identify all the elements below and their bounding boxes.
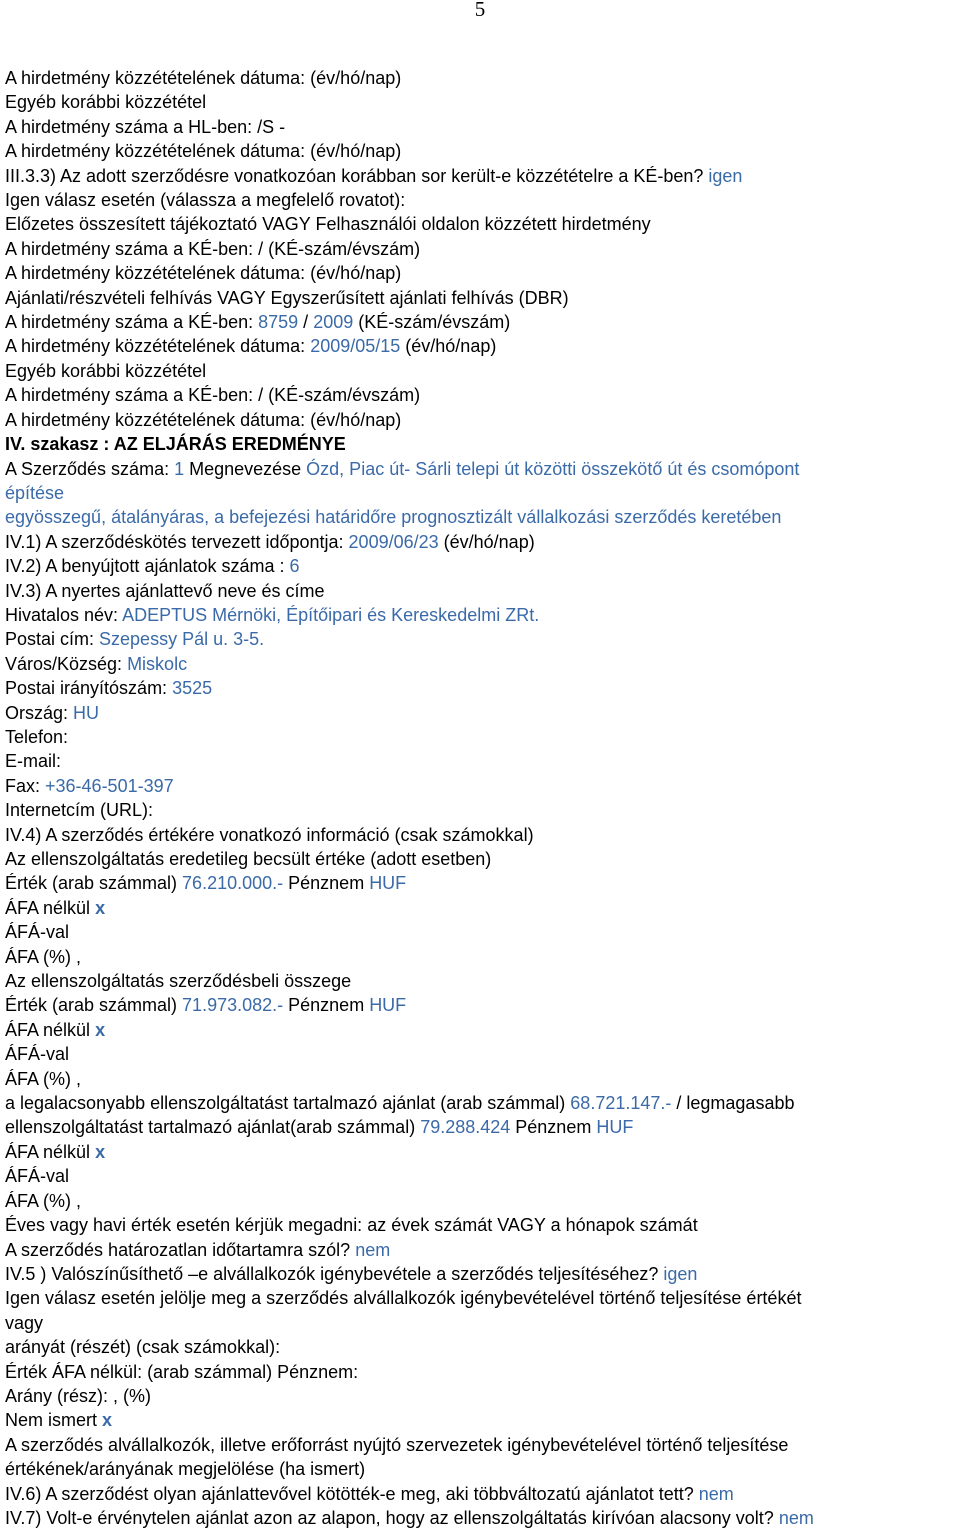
document-line — [5, 774, 955, 798]
document-line — [5, 823, 955, 847]
field-label: ÁFA nélkül — [5, 897, 96, 918]
document-line — [5, 310, 955, 334]
field-label: ÁFA (%) , — [5, 946, 82, 967]
document-line — [5, 1506, 955, 1530]
document-line — [5, 1482, 955, 1506]
field-label: Ország: — [5, 702, 74, 723]
document-line — [5, 383, 955, 407]
field-value: HUF — [369, 995, 407, 1016]
field-value: HUF — [596, 1117, 634, 1138]
document-line — [5, 188, 955, 212]
document-line — [5, 945, 955, 969]
field-label: ÁFÁ-val — [5, 922, 70, 943]
document-line — [5, 1408, 955, 1432]
field-value: 2009/05/15 — [310, 336, 401, 357]
document-line — [5, 847, 955, 871]
document-line — [5, 66, 955, 90]
document-line — [5, 408, 955, 432]
field-label: E-mail: — [5, 751, 62, 772]
document-line — [5, 798, 955, 822]
field-label: értékének/arányának megjelölése (ha ismert) — [5, 1459, 366, 1480]
field-label: A szerződés alvállalkozók, illetve erőforrást nyújtó szervezetek igénybevételével történő teljesítése — [5, 1434, 789, 1455]
field-label: A hirdetmény közzétételének dátuma: (év/hó/nap) — [5, 263, 402, 284]
document-line — [5, 554, 955, 578]
document-line — [5, 481, 955, 505]
document-line — [5, 334, 955, 358]
field-label: Megnevezése — [184, 458, 307, 479]
field-label: A hirdetmény közzétételének dátuma: (év/hó/nap) — [5, 409, 402, 430]
field-label: A hirdetmény száma a KÉ-ben: / (KÉ-szám/évszám) — [5, 385, 421, 406]
field-value: HU — [73, 702, 100, 723]
document-line — [5, 969, 955, 993]
field-label: IV.5 ) Valószínűsíthető –e alvállalkozók igénybevétele a szerződés teljesítéséhez? — [5, 1263, 664, 1284]
field-value: 2009/06/23 — [348, 531, 439, 552]
document-line — [5, 676, 955, 700]
document-line — [5, 359, 955, 383]
field-value: nem — [698, 1483, 734, 1504]
field-label: arányát (részét) (csak számokkal): — [5, 1337, 281, 1358]
field-value: nem — [355, 1239, 391, 1260]
field-value: 79.288.424 — [420, 1117, 511, 1138]
field-value: 71.973.082.- — [182, 995, 284, 1016]
document-line — [5, 261, 955, 285]
field-label: (év/hó/nap) — [400, 336, 497, 357]
field-label: a legalacsonyabb ellenszolgáltatást tartalmazó ajánlat (arab számmal) — [5, 1093, 571, 1114]
field-value: 76.210.000.- — [182, 873, 284, 894]
field-value: 6 — [289, 556, 300, 577]
checkbox-mark: x — [95, 1019, 106, 1040]
section-heading: IV. szakasz : AZ ELJÁRÁS EREDMÉNYE — [5, 434, 346, 455]
field-value: Miskolc — [127, 653, 188, 674]
document-line — [5, 749, 955, 773]
field-label: IV.6) A szerződést olyan ajánlattevővel kötötték-e meg, aki többváltozatú ajánlatot tett? — [5, 1483, 699, 1504]
document-line — [5, 920, 955, 944]
document-line — [5, 1433, 955, 1457]
field-label: IV.3) A nyertes ajánlattevő neve és címe — [5, 580, 325, 601]
field-label: Arány (rész): , (%) — [5, 1385, 152, 1406]
document-line — [5, 579, 955, 603]
document-line — [5, 1238, 955, 1262]
field-value: 8759 — [258, 312, 299, 333]
field-label: III.3.3) Az adott szerződésre vonatkozóan korábban sor került-e közzétételre a KÉ-ben? — [5, 165, 709, 186]
checkbox-mark: x — [102, 1410, 113, 1431]
field-label: (év/hó/nap) — [438, 531, 535, 552]
document-line — [5, 237, 955, 261]
field-label: Érték (arab számmal) — [5, 995, 183, 1016]
field-value: nem — [778, 1507, 814, 1528]
document-line — [5, 993, 955, 1017]
field-label: Érték ÁFA nélkül: (arab számmal) Pénznem: — [5, 1361, 359, 1382]
field-label: ÁFA nélkül — [5, 1019, 96, 1040]
document-line — [5, 627, 955, 651]
document-line — [5, 432, 955, 456]
document-line — [5, 1262, 955, 1286]
field-label: Nem ismert — [5, 1410, 103, 1431]
document-line — [5, 701, 955, 725]
field-label: A hirdetmény száma a KÉ-ben: — [5, 312, 259, 333]
field-label: Érték (arab számmal) — [5, 873, 183, 894]
field-label: Az ellenszolgáltatás eredetileg becsült értéke (adott esetben) — [5, 849, 492, 869]
field-label: IV.4) A szerződés értékére vonatkozó információ (csak számokkal) — [5, 824, 534, 845]
document-line — [5, 1189, 955, 1213]
document-line — [5, 139, 955, 163]
field-label: vagy — [5, 1312, 44, 1333]
field-value: 68.721.147.- — [570, 1093, 672, 1114]
field-label: ÁFA nélkül — [5, 1141, 96, 1162]
document-body — [5, 66, 955, 1530]
field-label: IV.1) A szerződéskötés tervezett időpontja: — [5, 531, 349, 552]
field-label: ÁFÁ-val — [5, 1044, 70, 1065]
field-label: A hirdetmény közzétételének dátuma: — [5, 336, 311, 357]
field-label: Város/Község: — [5, 653, 128, 674]
field-label: A hirdetmény közzétételének dátuma: (év/hó/nap) — [5, 68, 402, 88]
document-line — [5, 1457, 955, 1481]
document-line — [5, 871, 955, 895]
field-label: / legmagasabb — [671, 1093, 795, 1114]
field-label: Éves vagy havi érték esetén kérjük megadni: az évek számát VAGY a hónapok számát — [5, 1215, 698, 1236]
field-value: Ózd, Piac út- Sárli telepi út közötti összekötő út és csomópont — [306, 458, 800, 479]
field-label: Előzetes összesített tájékoztató VAGY Felhasználói oldalon közzétett hirdetmény — [5, 214, 651, 235]
document-line — [5, 652, 955, 676]
field-value: építése — [5, 482, 65, 503]
document-line — [5, 1311, 955, 1335]
checkbox-mark: x — [95, 1141, 106, 1162]
field-label: Egyéb korábbi közzététel — [5, 92, 207, 113]
document-line — [5, 505, 955, 529]
field-value: egyösszegű, átalányáras, a befejezési határidőre prognosztizált vállalkozási szerződés keretében — [5, 507, 782, 528]
field-value: ADEPTUS Mérnöki, Építőipari és Kereskedelmi ZRt. — [122, 604, 540, 625]
field-label: Internetcím (URL): — [5, 800, 154, 821]
document-line — [5, 1164, 955, 1188]
document-line — [5, 896, 955, 920]
field-label: Igen válasz esetén (válassza a megfelelő rovatot): — [5, 190, 406, 211]
document-line — [5, 1042, 955, 1066]
field-value: 3525 — [172, 678, 213, 699]
field-label: ellenszolgáltatást tartalmazó ajánlat(arab számmal) — [5, 1117, 421, 1138]
document-line — [5, 1286, 955, 1310]
document-line — [5, 725, 955, 749]
field-label: Postai cím: — [5, 629, 100, 650]
field-label: Telefon: — [5, 726, 69, 747]
field-label: Igen válasz esetén jelölje meg a szerződés alvállalkozók igénybevételével történő teljesítése értékét — [5, 1288, 802, 1309]
document-line — [5, 286, 955, 310]
document-line — [5, 115, 955, 139]
field-label: Pénznem — [283, 995, 370, 1016]
document-line — [5, 212, 955, 236]
field-label: Pénznem — [283, 873, 370, 894]
field-label: A hirdetmény közzétételének dátuma: (év/hó/nap) — [5, 141, 402, 162]
field-label: A Szerződés száma: — [5, 458, 175, 479]
document-line — [5, 90, 955, 114]
document-line — [5, 1213, 955, 1237]
field-value: Szepessy Pál u. 3-5. — [99, 629, 265, 650]
field-value: HUF — [369, 873, 407, 894]
document-line — [5, 164, 955, 188]
field-label: (KÉ-szám/évszám) — [353, 312, 511, 333]
field-label: A hirdetmény száma a HL-ben: /S - — [5, 116, 286, 137]
field-label: Hivatalos név: — [5, 604, 123, 625]
field-value: igen — [663, 1263, 698, 1284]
field-label: Ajánlati/részvételi felhívás VAGY Egyszerűsített ajánlati felhívás (DBR) — [5, 287, 569, 308]
field-label: ÁFÁ-val — [5, 1166, 70, 1187]
field-label: Egyéb korábbi közzététel — [5, 360, 207, 381]
document-line — [5, 1091, 955, 1115]
field-value: 2009 — [313, 312, 354, 333]
field-value: +36-46-501-397 — [45, 775, 174, 796]
field-label: A hirdetmény száma a KÉ-ben: / (KÉ-szám/évszám) — [5, 238, 421, 259]
checkbox-mark: x — [95, 897, 106, 918]
field-label: ÁFA (%) , — [5, 1068, 82, 1089]
field-label: Pénznem — [510, 1117, 597, 1138]
document-line — [5, 1115, 955, 1139]
document-line — [5, 1018, 955, 1042]
document-line — [5, 1335, 955, 1359]
document-line — [5, 1067, 955, 1091]
field-label: Fax: — [5, 775, 46, 796]
document-line — [5, 530, 955, 554]
field-label: A szerződés határozatlan időtartamra szól? — [5, 1239, 356, 1260]
document-line — [5, 1140, 955, 1164]
document-line — [5, 603, 955, 627]
field-value: 1 — [174, 458, 185, 479]
document-line — [5, 457, 955, 481]
field-label: IV.7) Volt-e érvénytelen ajánlat azon az alapon, hogy az ellenszolgáltatás kirívóan alacsony volt? — [5, 1507, 779, 1528]
field-value: igen — [708, 165, 743, 186]
field-label: Az ellenszolgáltatás szerződésbeli összege — [5, 971, 352, 992]
field-label: Postai irányítószám: — [5, 678, 173, 699]
field-label: ÁFA (%) , — [5, 1190, 82, 1211]
document-line — [5, 1360, 955, 1384]
field-label: IV.2) A benyújtott ajánlatok száma : — [5, 556, 290, 577]
field-label: / — [298, 312, 314, 333]
page-number: 5 — [474, 0, 486, 21]
document-line — [5, 1384, 955, 1408]
